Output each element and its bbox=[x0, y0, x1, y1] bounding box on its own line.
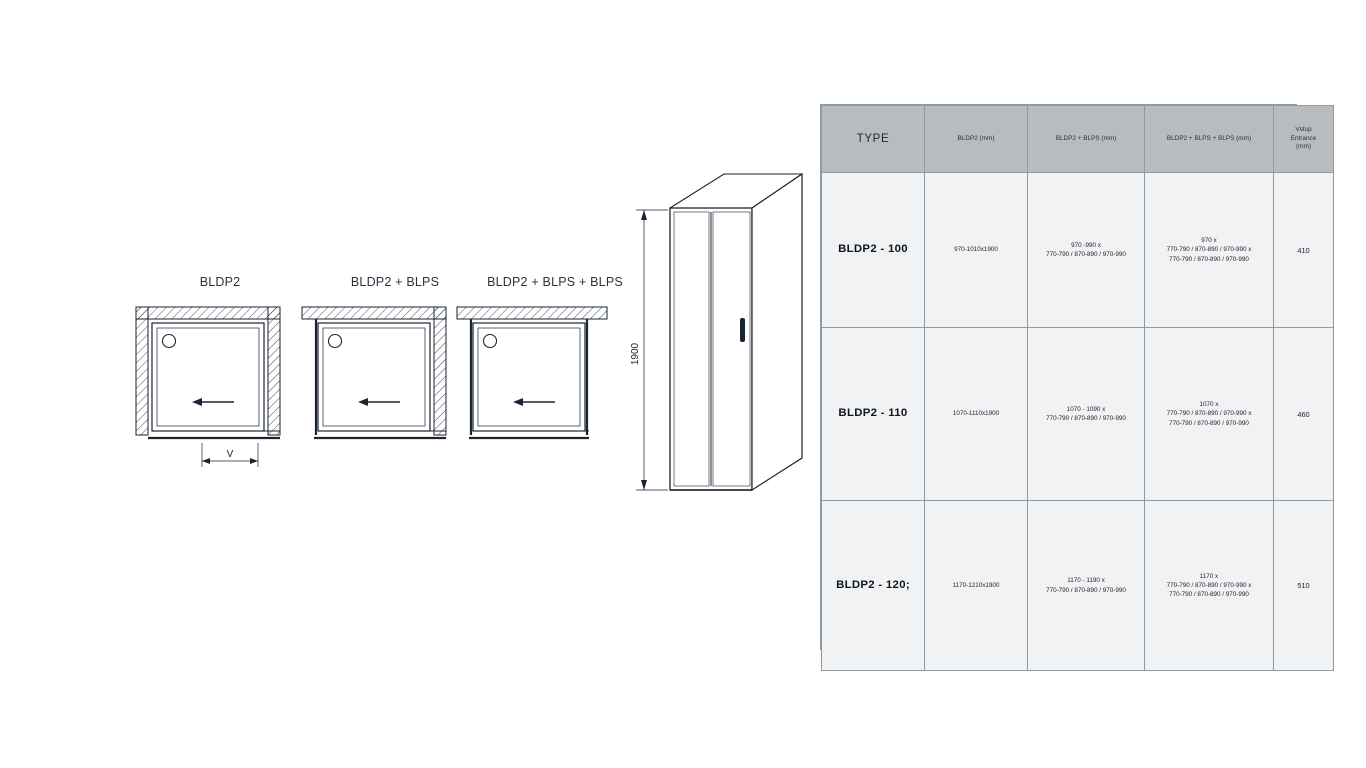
row-entrance: 510 bbox=[1274, 501, 1334, 671]
row-bldp2-blps-blps bbox=[1145, 328, 1274, 501]
plan-diagram-bldp2 bbox=[130, 275, 310, 465]
row-type: BLDP2 - 120; bbox=[822, 501, 925, 671]
header-entrance-line1: Vstup bbox=[1295, 126, 1312, 134]
row-bldp2-blps-blps-line3: 770-790 / 870-890 / 970-990 bbox=[1169, 591, 1249, 599]
row-bldp2: 1170-1210x1900 bbox=[925, 501, 1028, 671]
header-bldp2-blps-blps: BLDP2 + BLPS + BLPS (mm) bbox=[1145, 106, 1274, 173]
row-bldp2-blps-line1: 970 -990 x bbox=[1071, 241, 1101, 249]
header-bldp2: BLDP2 (mm) bbox=[925, 106, 1028, 173]
table-row bbox=[822, 173, 1334, 328]
table-header-row bbox=[822, 106, 1334, 173]
elevation-drawing bbox=[612, 158, 812, 508]
table-row bbox=[822, 328, 1334, 501]
row-bldp2-blps-blps-line1: 1070 x bbox=[1199, 401, 1219, 409]
row-type: BLDP2 - 100 bbox=[822, 173, 925, 328]
row-bldp2-blps-blps-line1: 970 x bbox=[1201, 237, 1217, 245]
elevation-diagram bbox=[612, 158, 812, 508]
header-bldp2-blps: BLDP2 + BLPS (mm) bbox=[1028, 106, 1145, 173]
row-bldp2-blps-blps bbox=[1145, 501, 1274, 671]
row-bldp2-blps-line2: 770-790 / 870-890 / 970-990 bbox=[1046, 251, 1126, 258]
plan-label-bldp2-blps: BLDP2 + BLPS bbox=[350, 275, 440, 289]
row-bldp2-blps-line1: 1170 - 1190 x bbox=[1067, 577, 1105, 585]
plan-label-bldp2-blps-blps: BLDP2 + BLPS + BLPS bbox=[487, 275, 623, 289]
row-bldp2-blps-blps-line2: 770-790 / 870-890 / 970-990 x bbox=[1166, 410, 1252, 418]
row-bldp2-blps bbox=[1028, 501, 1145, 671]
row-bldp2-blps-line1: 1070 - 1090 x bbox=[1066, 405, 1106, 413]
header-entrance-line3: (mm) bbox=[1296, 143, 1311, 151]
table-body bbox=[822, 173, 1334, 671]
row-bldp2: 1070-1110x1900 bbox=[925, 328, 1028, 501]
row-bldp2-blps-blps-line3: 770-790 / 870-890 / 970-990 bbox=[1169, 419, 1249, 427]
row-bldp2-blps-blps-line2: 770-790 / 870-890 / 970-990 x bbox=[1166, 246, 1252, 254]
specification-table bbox=[820, 104, 1317, 650]
row-bldp2-blps-line2: 770-790 / 870-890 / 970-990 bbox=[1046, 586, 1126, 594]
header-type: TYPE bbox=[822, 106, 925, 173]
plan-label-bldp2: BLDP2 bbox=[199, 275, 241, 289]
table-head bbox=[822, 106, 1334, 173]
header-entrance-line2: Entrance bbox=[1290, 134, 1317, 142]
header-entrance bbox=[1274, 106, 1334, 173]
row-type: BLDP2 - 110 bbox=[822, 328, 925, 501]
row-bldp2-blps bbox=[1028, 328, 1145, 501]
plan-dimension-v: V bbox=[226, 449, 234, 460]
table-row bbox=[822, 501, 1334, 671]
row-entrance: 460 bbox=[1274, 328, 1334, 501]
row-bldp2-blps-line2: 770-790 / 870-890 / 970-990 bbox=[1046, 415, 1126, 422]
row-entrance: 410 bbox=[1274, 173, 1334, 328]
plan-drawing-bldp2 bbox=[130, 301, 310, 476]
spec-table bbox=[821, 105, 1334, 671]
row-bldp2: 970-1010x1900 bbox=[925, 173, 1028, 328]
elevation-height-label: 1900 bbox=[630, 342, 641, 366]
row-bldp2-blps-blps-line3: 770-790 / 870-890 / 970-990 bbox=[1169, 255, 1249, 263]
row-bldp2-blps-blps-line1: 1170 x bbox=[1199, 572, 1219, 580]
row-bldp2-blps-blps-line2: 770-790 / 870-890 / 970-990 x bbox=[1166, 581, 1252, 589]
row-bldp2-blps bbox=[1028, 173, 1145, 328]
row-bldp2-blps-blps bbox=[1145, 173, 1274, 328]
